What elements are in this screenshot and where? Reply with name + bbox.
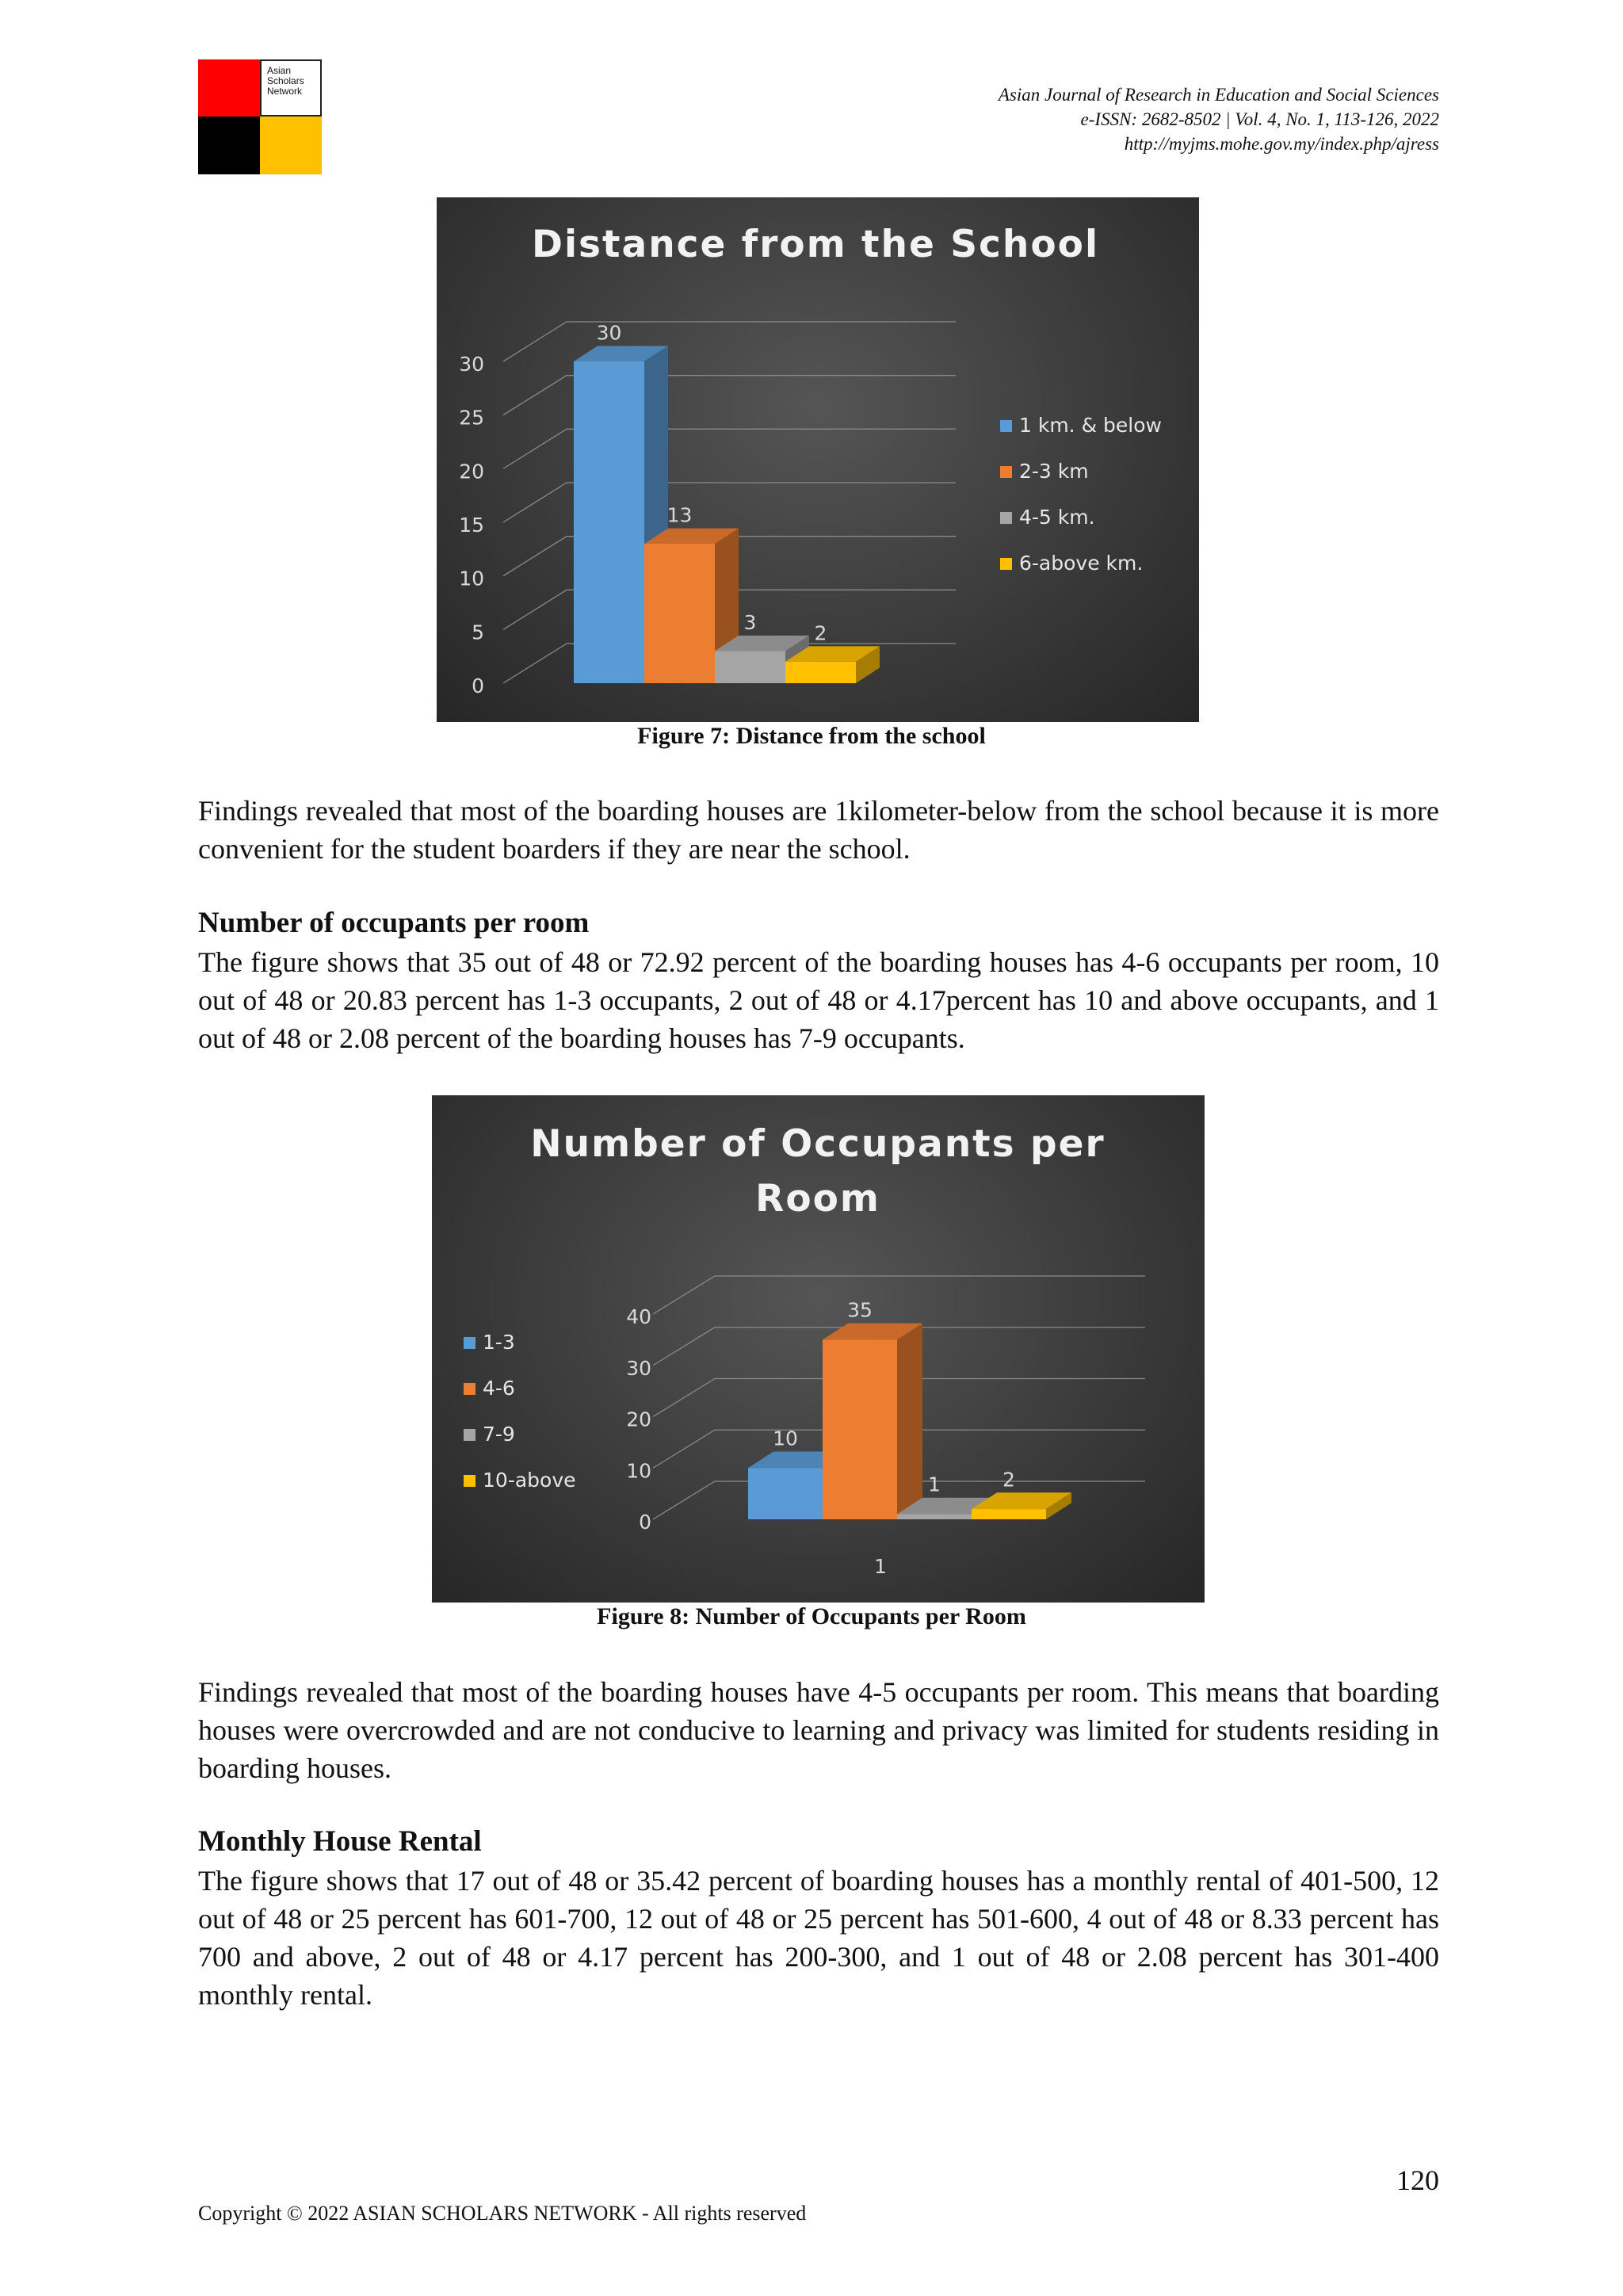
logo-text: Asian Scholars Network [267, 65, 304, 97]
y-tick-label: 10 [459, 567, 484, 590]
data-label: 13 [666, 503, 693, 527]
logo-black-square [198, 117, 260, 174]
legend-swatch [464, 1475, 475, 1487]
logo-yellow-square [260, 117, 322, 174]
legend-swatch [464, 1383, 475, 1395]
chart-title: Number of Occupants per [530, 1122, 1106, 1166]
chart-title: Room [755, 1177, 880, 1221]
journal-url[interactable]: http://myjms.mohe.gov.my/index.php/ajress [1124, 134, 1439, 154]
gridline [653, 1276, 1145, 1314]
legend-label: 10-above [483, 1469, 576, 1492]
figure8-chart-svg [432, 1095, 1205, 1603]
publisher-logo [198, 59, 322, 174]
legend-swatch [1000, 512, 1012, 524]
paragraph-occupants: The figure shows that 35 out of 48 or 72.92 percent of the boarding houses has 4-6 occupants per room, 10 out of 48 or 20.83 percent has 1-3 occupants, 2 out of 48 or 4.17percent has 10 and above occupants, and 1 out of 48 or 2.08 percent of the boarding houses has 7-9 occupants. [198, 946, 1439, 1054]
legend-label: 6-above km. [1019, 552, 1144, 575]
bar [785, 662, 856, 683]
figure8-caption: Figure 8: Number of Occupants per Room [597, 1603, 1026, 1629]
gridline [503, 483, 956, 522]
y-tick-label: 0 [472, 674, 484, 697]
y-tick-label: 15 [459, 514, 484, 537]
copyright-notice: Copyright © 2022 ASIAN SCHOLARS NETWORK - All rights reserved [198, 2202, 807, 2225]
bar [644, 544, 715, 683]
y-tick-label: 20 [626, 1408, 651, 1431]
journal-name: Asian Journal of Research in Education and Social Sciences [998, 85, 1439, 105]
data-label: 1 [928, 1473, 941, 1496]
data-label: 3 [743, 610, 757, 634]
figure7-chart-svg [437, 197, 1199, 722]
data-label: 30 [596, 321, 622, 345]
figure7-caption: Figure 7: Distance from the school [637, 723, 986, 749]
journal-header [999, 82, 1439, 156]
legend-label: 1-3 [483, 1331, 515, 1354]
legend-label: 7-9 [483, 1423, 515, 1446]
chart-title: Distance from the School [531, 223, 1100, 266]
legend-label: 1 km. & below [1019, 414, 1162, 437]
logo-red-square [198, 59, 260, 117]
legend-swatch [464, 1429, 475, 1441]
paragraph-findings-occupants: Findings revealed that most of the boarding houses have 4-5 occupants per room. This means that boarding houses were overcrowded and are not conducive to learning and privacy was limited for students residing in boarding houses. [198, 1676, 1439, 1784]
figure7-chart [437, 197, 1199, 722]
gridline [503, 376, 956, 415]
data-label: 2 [1002, 1468, 1015, 1492]
legend-swatch [1000, 420, 1012, 432]
y-tick-label: 25 [459, 406, 484, 430]
legend-label: 4-6 [483, 1377, 515, 1400]
bar [972, 1509, 1046, 1519]
legend-swatch [464, 1337, 475, 1349]
legend-swatch [1000, 558, 1012, 570]
bar [715, 651, 785, 683]
heading-occupants: Number of occupants per room [198, 907, 590, 939]
bar [748, 1468, 823, 1519]
paragraph-findings-distance: Findings revealed that most of the boarding houses are 1kilometer-below from the school because it is more convenient for the student boarders if they are near the school. [198, 795, 1439, 865]
bar [897, 1515, 972, 1519]
bar [574, 361, 644, 683]
x-tick-label: 1 [874, 1555, 887, 1578]
page-number: 120 [1396, 2164, 1439, 2196]
y-tick-label: 20 [459, 460, 484, 483]
y-tick-label: 30 [459, 353, 484, 376]
paragraph-rental: The figure shows that 17 out of 48 or 35.42 percent of boarding houses has a monthly rental of 401-500, 12 out of 48 or 25 percent has 601-700, 12 out of 48 or 25 percent has 501-600, 4 out of 48 or 8.33 percent has 700 and above, 2 out of 48 or 4.17 percent has 200-300, and 1 out of 48 or 2.08 percent has 301-400 monthly rental. [198, 1865, 1439, 2011]
y-tick-label: 30 [626, 1356, 651, 1380]
data-label: 2 [814, 621, 827, 645]
y-tick-label: 5 [472, 621, 484, 644]
data-label: 10 [773, 1427, 798, 1450]
journal-issn: e-ISSN: 2682-8502 | Vol. 4, No. 1, 113-126, 2022 [1080, 109, 1439, 129]
y-tick-label: 40 [626, 1305, 651, 1328]
logo-text-square [260, 59, 322, 117]
legend-label: 4-5 km. [1019, 506, 1095, 529]
gridline [503, 429, 956, 468]
bar-side [897, 1324, 922, 1519]
y-tick-label: 0 [639, 1511, 651, 1534]
gridline [503, 322, 956, 361]
heading-rental: Monthly House Rental [198, 1825, 482, 1858]
bar [823, 1339, 897, 1519]
y-tick-label: 10 [626, 1459, 651, 1483]
figure8-chart [432, 1095, 1205, 1603]
legend-label: 2-3 km [1019, 460, 1089, 483]
legend-swatch [1000, 466, 1012, 478]
data-label: 35 [847, 1298, 873, 1322]
